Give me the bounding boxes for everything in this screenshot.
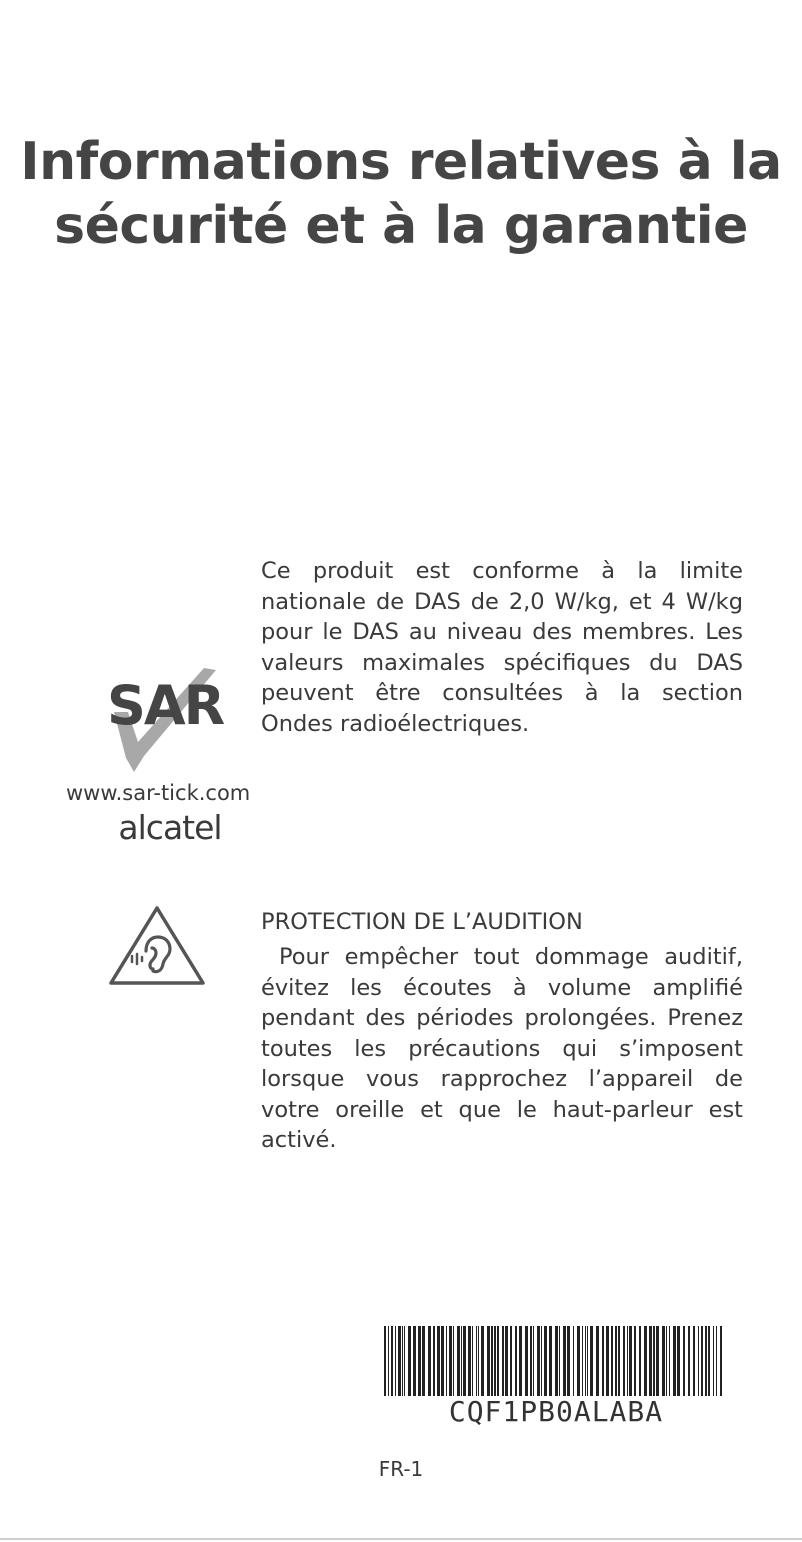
page-title-line-1: Informations relatives à la bbox=[20, 132, 782, 192]
barcode-bar bbox=[606, 1326, 609, 1396]
sar-logo-text: SAR bbox=[107, 674, 224, 737]
barcode-bar bbox=[669, 1326, 670, 1396]
barcode-bar bbox=[530, 1326, 532, 1396]
barcode-bar bbox=[491, 1326, 493, 1396]
barcode-bar bbox=[472, 1326, 473, 1396]
barcode-bar bbox=[677, 1326, 680, 1396]
hearing-heading: PROTECTION DE L’AUDITION bbox=[261, 909, 583, 935]
barcode-bar bbox=[623, 1326, 625, 1396]
barcode-bar bbox=[639, 1326, 641, 1396]
barcode-text: CQF1PB0ALABA bbox=[448, 1395, 664, 1428]
barcode-bar bbox=[413, 1326, 416, 1396]
barcode-bar bbox=[422, 1326, 425, 1396]
barcode-bar bbox=[418, 1326, 421, 1396]
barcode-bar bbox=[461, 1326, 462, 1396]
barcode-bar bbox=[559, 1326, 560, 1396]
barcode-bar bbox=[437, 1326, 440, 1396]
barcode-bar bbox=[582, 1326, 583, 1396]
barcode-bar bbox=[705, 1326, 707, 1396]
page-number: FR-1 bbox=[378, 1457, 424, 1481]
alcatel-logo bbox=[106, 808, 234, 848]
barcode-bar bbox=[481, 1326, 484, 1396]
barcode-bar bbox=[673, 1326, 676, 1396]
barcode-bar bbox=[453, 1326, 454, 1396]
page-title-line-2: sécurité et à la garantie bbox=[54, 196, 748, 256]
hearing-paragraph: Pour empêcher tout dommage auditif, évitez les écoutes à volume amplifié pendant des périodes prolongées. Prenez toutes les précautions qui s’imposent lorsque vous rapprochez l’appareil de votre oreille et que le haut-parleur est activé. bbox=[261, 944, 743, 1153]
barcode-bar bbox=[391, 1326, 393, 1396]
barcode-bar bbox=[683, 1326, 685, 1396]
barcode-bar bbox=[388, 1326, 389, 1396]
alcatel-logo-text: alcatel bbox=[118, 808, 222, 847]
barcode-bar bbox=[666, 1326, 667, 1396]
barcode-bar bbox=[656, 1326, 659, 1396]
barcode-bar bbox=[587, 1326, 588, 1396]
barcode-bar bbox=[653, 1326, 655, 1396]
barcode-bar bbox=[585, 1326, 586, 1396]
barcode-bar bbox=[602, 1326, 604, 1396]
barcode-bar bbox=[533, 1326, 534, 1396]
barcode-bar bbox=[615, 1326, 617, 1396]
sar-url: www.sar-tick.com bbox=[66, 781, 251, 805]
barcode-bar bbox=[662, 1326, 665, 1396]
barcode-bar bbox=[463, 1326, 466, 1396]
barcode-bar bbox=[688, 1326, 690, 1396]
barcode-bar bbox=[519, 1326, 522, 1396]
barcode-bar bbox=[644, 1326, 647, 1396]
sar-tick-logo bbox=[104, 660, 234, 780]
barcode-bar bbox=[441, 1326, 444, 1396]
barcode-bar bbox=[457, 1326, 460, 1396]
barcode-bar bbox=[384, 1326, 386, 1396]
barcode-bar bbox=[611, 1326, 613, 1396]
sar-paragraph: Ce produit est conforme à la limite nationale de DAS de 2,0 W/kg, et 4 W/kg pour le DAS au niveau des membres. Les valeurs maximales spécifiques du DAS peuvent être consultées à la section Ondes radioélectriques. bbox=[261, 558, 743, 737]
barcode-bar bbox=[428, 1326, 431, 1396]
barcode-bar bbox=[563, 1326, 566, 1396]
barcode-bar bbox=[549, 1326, 552, 1396]
barcode-bar bbox=[515, 1326, 517, 1396]
barcode-bar bbox=[449, 1326, 452, 1396]
barcode-bar bbox=[433, 1326, 435, 1396]
barcode-bar bbox=[618, 1326, 620, 1396]
barcode-bar bbox=[446, 1326, 447, 1396]
barcode-bar bbox=[510, 1326, 512, 1396]
barcode-bar bbox=[698, 1326, 699, 1396]
barcode-bar bbox=[408, 1326, 411, 1396]
hearing-warning-icon bbox=[106, 903, 208, 989]
barcode-bar bbox=[573, 1326, 574, 1396]
barcode-bar bbox=[720, 1326, 722, 1396]
barcode-graphic bbox=[382, 1326, 730, 1396]
barcode-bar bbox=[555, 1326, 558, 1396]
ear-shape bbox=[146, 937, 170, 972]
barcode-bar bbox=[537, 1326, 540, 1396]
barcode-bar bbox=[634, 1326, 636, 1396]
barcode-bar bbox=[629, 1326, 632, 1396]
barcode-bar bbox=[497, 1326, 499, 1396]
barcode-bar bbox=[525, 1326, 528, 1396]
barcode-bar bbox=[494, 1326, 496, 1396]
footer-divider bbox=[0, 1538, 802, 1540]
barcode-bar bbox=[596, 1326, 599, 1396]
barcode-bar bbox=[395, 1326, 396, 1396]
barcode-bar bbox=[713, 1326, 714, 1396]
barcode-bar bbox=[590, 1326, 593, 1396]
barcode-bar bbox=[398, 1326, 401, 1396]
barcode-bar bbox=[502, 1326, 504, 1396]
barcode-bar bbox=[567, 1326, 570, 1396]
barcode-bar bbox=[468, 1326, 471, 1396]
page-title bbox=[0, 130, 802, 258]
barcode-bar bbox=[577, 1326, 580, 1396]
barcode-bar bbox=[649, 1326, 652, 1396]
barcode-bar bbox=[478, 1326, 479, 1396]
barcode-bar bbox=[716, 1326, 717, 1396]
barcode-bar bbox=[627, 1326, 628, 1396]
barcode-bar bbox=[544, 1326, 547, 1396]
barcode-bar bbox=[487, 1326, 490, 1396]
barcode-bar bbox=[693, 1326, 695, 1396]
barcode-bar bbox=[402, 1326, 403, 1396]
barcode-bar bbox=[404, 1326, 405, 1396]
barcode-bar bbox=[541, 1326, 542, 1396]
barcode-bar bbox=[505, 1326, 508, 1396]
barcode-bar bbox=[701, 1326, 703, 1396]
barcode-bar bbox=[708, 1326, 710, 1396]
barcode-bar bbox=[476, 1326, 477, 1396]
